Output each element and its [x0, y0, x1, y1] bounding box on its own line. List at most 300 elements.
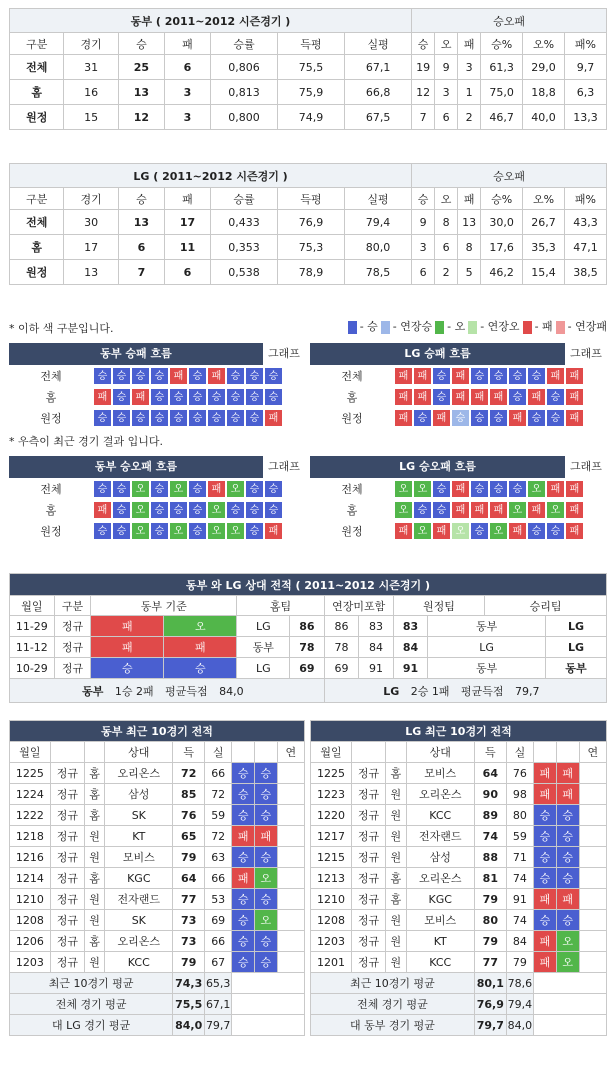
result-cell: 승	[150, 388, 169, 406]
result-cell: 승	[169, 409, 188, 427]
result-cell: 승	[254, 784, 277, 805]
col-header: 실평	[345, 33, 412, 55]
result-cell: 패	[565, 522, 584, 540]
h2h-home: LG	[237, 658, 290, 679]
season-cell: 3	[435, 80, 458, 105]
result-cell: 패	[131, 388, 150, 406]
result-cell: 승	[556, 826, 579, 847]
recent-cell: 1220	[311, 805, 352, 826]
recent-cell: 1224	[10, 784, 51, 805]
recent-streak	[579, 826, 606, 847]
season-cell: 15,4	[523, 260, 565, 285]
foot-allowed: 78,6	[506, 973, 533, 994]
result-cell: 패	[451, 388, 470, 406]
h2h-row	[10, 616, 607, 637]
season-cell: 0,538	[211, 260, 278, 285]
recent-cell: 원	[84, 910, 104, 931]
recent-header: 득	[173, 742, 205, 763]
recent-allowed: 74	[506, 868, 533, 889]
season-cell: 6,3	[564, 80, 606, 105]
flow-row	[310, 386, 607, 407]
result-cell: 오	[131, 480, 150, 498]
recent-score: 72	[173, 763, 205, 784]
result-cell: 패	[565, 501, 584, 519]
season-cell: 78,9	[278, 260, 345, 285]
result-cell: 승	[264, 388, 283, 406]
result-cell: 승	[254, 952, 277, 973]
recent-foot	[10, 1015, 305, 1036]
recent-foot	[10, 973, 305, 994]
recent-score: 89	[474, 805, 506, 826]
foot-score: 84,0	[173, 1015, 205, 1036]
recent-allowed: 69	[205, 910, 232, 931]
recent-allowed: 79	[506, 952, 533, 973]
result-cell: 패	[232, 826, 255, 847]
recent-cell: 오리온스	[406, 868, 474, 889]
recent-cell: KT	[406, 931, 474, 952]
col-header: 실평	[345, 188, 412, 210]
recent-cell: 1208	[10, 910, 51, 931]
recent-streak	[579, 847, 606, 868]
recent-cell: 정규	[351, 805, 385, 826]
recent-foot	[311, 1015, 607, 1036]
h2h-ex-2: 91	[359, 658, 394, 679]
recent-cell: SK	[105, 805, 173, 826]
legend-note: * 이하 색 구분입니다.	[9, 322, 114, 335]
result-cell: 패	[93, 388, 112, 406]
season-cell: 35,3	[523, 235, 565, 260]
result-cell: 승	[546, 388, 565, 406]
season-cell: 11	[164, 235, 210, 260]
result-cell: 패	[470, 501, 489, 519]
season-cell: 12	[412, 80, 435, 105]
h2h-result-1: 패	[91, 637, 164, 658]
recent-cell: 정규	[50, 784, 84, 805]
result-cell: 오	[413, 522, 432, 540]
result-cell: 승	[264, 367, 283, 385]
recent-cell: 정규	[351, 868, 385, 889]
recent-allowed: 76	[506, 763, 533, 784]
season-cell: 75,0	[481, 80, 523, 105]
dongbu-wl-flow-title: 동부 승패 흐름	[9, 343, 263, 365]
recent-streak	[579, 889, 606, 910]
result-cell: 승	[112, 480, 131, 498]
season-cell: 13	[118, 210, 164, 235]
recent-cell: 삼성	[105, 784, 173, 805]
result-cell: 승	[527, 409, 546, 427]
foot-score: 80,1	[474, 973, 506, 994]
result-cell: 승	[432, 367, 451, 385]
col-header: 승	[118, 33, 164, 55]
col-header: 경기	[64, 188, 118, 210]
result-cell: 패	[527, 501, 546, 519]
recent-foot	[311, 994, 607, 1015]
result-cell: 패	[534, 889, 557, 910]
h2h-date: 10-29	[10, 658, 55, 679]
legend-label: - 오	[447, 320, 466, 333]
result-cell: 승	[413, 409, 432, 427]
h2h-ex-1: 86	[324, 616, 359, 637]
recent-cell: KCC	[406, 952, 474, 973]
result-cell: 오	[451, 522, 470, 540]
recent-streak	[579, 784, 606, 805]
result-cell: 승	[254, 931, 277, 952]
recent-cell: 원	[386, 952, 406, 973]
season-cell: 12	[118, 105, 164, 130]
flow-row-label: 홈	[346, 390, 358, 404]
result-cell: 승	[93, 367, 112, 385]
recent-streak	[277, 784, 304, 805]
result-cell: 승	[470, 367, 489, 385]
result-cell: 오	[226, 480, 245, 498]
h2h-result-2: 패	[164, 637, 237, 658]
h2h-away: 동부	[428, 616, 546, 637]
recent-streak	[579, 763, 606, 784]
legend-swatch	[348, 321, 357, 334]
flow-row-label: 원정	[40, 411, 62, 425]
result-cell: 승	[232, 784, 255, 805]
season-cell: 46,7	[481, 105, 523, 130]
result-cell: 패	[264, 522, 283, 540]
recent-header: 상대	[105, 742, 173, 763]
recent-score: 73	[173, 931, 205, 952]
graph-button[interactable]: 그래프	[565, 343, 607, 365]
recent-row	[10, 952, 305, 973]
result-cell: 패	[169, 367, 188, 385]
recent-cell: 정규	[50, 952, 84, 973]
result-cell: 오	[131, 522, 150, 540]
h2h-winner: LG	[546, 616, 607, 637]
col-header: 패	[458, 188, 481, 210]
recent-allowed: 59	[205, 805, 232, 826]
recent-cell: KCC	[105, 952, 173, 973]
recent-header	[254, 742, 277, 763]
recent-row	[10, 910, 305, 931]
result-cell: 패	[565, 388, 584, 406]
h2h-winner: 동부	[546, 658, 607, 679]
dongbu-season-table	[9, 8, 607, 130]
flow-row	[310, 407, 607, 428]
foot-label: 최근 10경기 평균	[10, 973, 173, 994]
season-cell: 원정	[10, 105, 64, 130]
legend-label: - 패	[534, 320, 553, 333]
flow-row-label: 홈	[45, 390, 57, 404]
col-header: 승	[412, 188, 435, 210]
recent-score: 64	[474, 763, 506, 784]
recent-cell: 1218	[10, 826, 51, 847]
recent-header	[556, 742, 579, 763]
recent-streak	[277, 910, 304, 931]
result-cell: 승	[489, 367, 508, 385]
result-cell: 패	[546, 480, 565, 498]
recent-cell: 모비스	[406, 763, 474, 784]
recent-row	[10, 805, 305, 826]
recent-cell: 정규	[50, 889, 84, 910]
result-cell: 승	[131, 367, 150, 385]
result-cell: 승	[188, 501, 207, 519]
season-cell: 13	[64, 260, 118, 285]
result-cell: 승	[254, 847, 277, 868]
lg-season-grid	[9, 163, 607, 285]
col-header: 오%	[523, 33, 565, 55]
result-cell: 승	[534, 868, 557, 889]
result-cell: 오	[413, 480, 432, 498]
result-cell: 승	[508, 480, 527, 498]
h2h-away: 동부	[428, 658, 546, 679]
recent-allowed: 98	[506, 784, 533, 805]
recent-row	[10, 784, 305, 805]
result-cell: 패	[432, 522, 451, 540]
result-cell: 승	[432, 501, 451, 519]
season-cell: 0,433	[211, 210, 278, 235]
result-cell: 승	[169, 501, 188, 519]
result-cell: 승	[112, 522, 131, 540]
recent-cell: 정규	[351, 826, 385, 847]
h2h-header: 원정팀	[393, 596, 484, 616]
flow-row	[9, 520, 305, 541]
season-cell: 6	[435, 235, 458, 260]
season-cell: 전체	[10, 210, 64, 235]
legend-item	[465, 320, 519, 333]
summary-part: 평균득점	[165, 684, 212, 698]
flow-row-label: 홈	[45, 503, 57, 517]
foot-score: 75,5	[173, 994, 205, 1015]
recent-header	[386, 742, 406, 763]
result-cell: 승	[546, 522, 565, 540]
recent-row	[10, 826, 305, 847]
dongbu-wdl-flow	[9, 456, 305, 541]
recent-cell: 오리온스	[406, 784, 474, 805]
recent-header	[50, 742, 84, 763]
recent-cell: 1210	[311, 889, 352, 910]
foot-empty	[232, 973, 305, 994]
recent-row	[10, 847, 305, 868]
result-cell: 패	[489, 388, 508, 406]
result-cell: 승	[432, 480, 451, 498]
result-cell: 승	[489, 409, 508, 427]
recent-cell: 1223	[311, 784, 352, 805]
result-cell: 패	[93, 501, 112, 519]
recent-cell: 모비스	[406, 910, 474, 931]
result-cell: 패	[546, 367, 565, 385]
recent-cell: 정규	[50, 931, 84, 952]
season-cell: 0,813	[211, 80, 278, 105]
season-cell: 76,9	[278, 210, 345, 235]
season-cell: 78,5	[345, 260, 412, 285]
result-cell: 패	[556, 763, 579, 784]
recent-row	[311, 868, 607, 889]
season-cell: 16	[64, 80, 118, 105]
result-cell: 승	[245, 480, 264, 498]
recent-cell: SK	[105, 910, 173, 931]
result-cell: 오	[508, 501, 527, 519]
season-cell: 26,7	[523, 210, 565, 235]
season-row	[10, 210, 607, 235]
season-cell: 1	[458, 80, 481, 105]
h2h-title: 동부 와 LG 상대 전적 ( 2011~2012 시즌경기 )	[10, 574, 607, 596]
flow-row	[310, 499, 607, 520]
legend-swatch	[435, 321, 444, 334]
recent-allowed: 67	[205, 952, 232, 973]
result-cell: 승	[254, 805, 277, 826]
flow-row-label: 전체	[40, 482, 62, 496]
graph-button[interactable]: 그래프	[263, 343, 305, 365]
col-header: 승	[412, 33, 435, 55]
flow-row-label: 원정	[40, 524, 62, 538]
h2h-home-score: 86	[290, 616, 325, 637]
result-cell: 패	[394, 367, 413, 385]
recent-row	[10, 763, 305, 784]
result-cell: 패	[527, 388, 546, 406]
col-header: 패	[164, 188, 210, 210]
dongbu-wl-title: 승오패	[412, 9, 607, 33]
recent-row	[311, 889, 607, 910]
foot-empty	[232, 1015, 305, 1036]
recent-score: 73	[173, 910, 205, 931]
season-cell: 79,4	[345, 210, 412, 235]
result-cell: 오	[131, 501, 150, 519]
recent-allowed: 91	[506, 889, 533, 910]
h2h-result-2: 오	[164, 616, 237, 637]
col-header: 구분	[10, 188, 64, 210]
flow-row	[310, 478, 607, 499]
foot-label: 대 LG 경기 평균	[10, 1015, 173, 1036]
result-cell: 승	[470, 480, 489, 498]
recent-allowed: 66	[205, 763, 232, 784]
h2h-header: 홈팀	[237, 596, 324, 616]
recent-streak	[277, 868, 304, 889]
h2h-ex-2: 84	[359, 637, 394, 658]
result-cell: 승	[207, 409, 226, 427]
foot-allowed: 67,1	[205, 994, 232, 1015]
col-header: 승%	[481, 188, 523, 210]
recent-cell: 정규	[50, 826, 84, 847]
lg-wdl-flow-title: LG 승오패 흐름	[310, 456, 565, 478]
foot-empty	[534, 1015, 607, 1036]
h2h-summary-left	[10, 679, 325, 703]
result-cell: 패	[413, 388, 432, 406]
col-header: 승%	[481, 33, 523, 55]
result-cell: 오	[546, 501, 565, 519]
season-cell: 3	[164, 80, 210, 105]
recent-streak	[277, 952, 304, 973]
recent-cell: 1203	[311, 931, 352, 952]
season-cell: 13	[458, 210, 481, 235]
result-cell: 승	[226, 388, 245, 406]
graph-button[interactable]: 그래프	[565, 456, 607, 478]
recent-cell: 정규	[50, 847, 84, 868]
recent-score: 74	[474, 826, 506, 847]
h2h-away-score: 91	[393, 658, 428, 679]
result-cell: 패	[413, 367, 432, 385]
result-cell: 승	[264, 501, 283, 519]
foot-empty	[232, 994, 305, 1015]
season-cell: 0,353	[211, 235, 278, 260]
result-cell: 승	[188, 409, 207, 427]
h2h-summary-right	[324, 679, 606, 703]
season-cell: 30,0	[481, 210, 523, 235]
recent-cell: 원	[84, 889, 104, 910]
h2h-home-score: 69	[290, 658, 325, 679]
season-cell: 75,3	[278, 235, 345, 260]
graph-button[interactable]: 그래프	[263, 456, 305, 478]
result-cell: 승	[489, 480, 508, 498]
result-cell: 오	[207, 522, 226, 540]
recent-header: 월일	[311, 742, 352, 763]
recent-row	[311, 931, 607, 952]
season-cell: 17,6	[481, 235, 523, 260]
result-cell: 승	[226, 367, 245, 385]
result-cell: 승	[150, 522, 169, 540]
season-cell: 18,8	[523, 80, 565, 105]
dongbu-wl-flow	[9, 343, 305, 428]
h2h-home-score: 78	[290, 637, 325, 658]
result-cell: 승	[150, 367, 169, 385]
result-cell: 오	[489, 522, 508, 540]
recent-cell: 1201	[311, 952, 352, 973]
recent-foot	[10, 994, 305, 1015]
h2h-date: 11-29	[10, 616, 55, 637]
recent-cell: 1225	[311, 763, 352, 784]
recent-score: 79	[474, 931, 506, 952]
season-cell: 원정	[10, 260, 64, 285]
recent-cell: KGC	[406, 889, 474, 910]
lg-season-table	[9, 163, 607, 285]
h2h-header: 구분	[54, 596, 91, 616]
recent-score: 77	[474, 952, 506, 973]
lg-wdl-flow	[310, 456, 607, 541]
result-cell: 승	[556, 910, 579, 931]
legend-item	[432, 320, 465, 333]
flow-row	[310, 520, 607, 541]
result-cell: 패	[451, 367, 470, 385]
result-cell: 패	[470, 388, 489, 406]
recent-row	[311, 784, 607, 805]
recent-cell: 모비스	[105, 847, 173, 868]
recent-header: 연	[579, 742, 606, 763]
result-cell: 승	[232, 931, 255, 952]
recent-allowed: 71	[506, 847, 533, 868]
season-cell: 6	[412, 260, 435, 285]
recent-header: 월일	[10, 742, 51, 763]
result-cell: 승	[527, 367, 546, 385]
h2h-winner: LG	[546, 637, 607, 658]
result-cell: 승	[93, 522, 112, 540]
foot-allowed: 79,4	[506, 994, 533, 1015]
recent-cell: 원	[386, 826, 406, 847]
result-cell: 패	[451, 480, 470, 498]
legend-swatch	[381, 321, 390, 334]
season-cell: 홈	[10, 235, 64, 260]
recent-cell: 정규	[50, 910, 84, 931]
recent-header	[84, 742, 104, 763]
col-header: 승	[118, 188, 164, 210]
recent-cell: 1217	[311, 826, 352, 847]
recent-allowed: 74	[506, 910, 533, 931]
recent-cell: 1225	[10, 763, 51, 784]
summary-part: 79,7	[515, 684, 540, 698]
recent-score: 80	[474, 910, 506, 931]
recent-cell: 오리온스	[105, 931, 173, 952]
season-row	[10, 260, 607, 285]
recent-score: 79	[474, 889, 506, 910]
recent-row	[311, 952, 607, 973]
recent-cell: 원	[84, 952, 104, 973]
flow-row	[9, 365, 305, 386]
h2h-ex-2: 83	[359, 616, 394, 637]
legend-item	[520, 320, 553, 333]
result-cell: 패	[394, 409, 413, 427]
